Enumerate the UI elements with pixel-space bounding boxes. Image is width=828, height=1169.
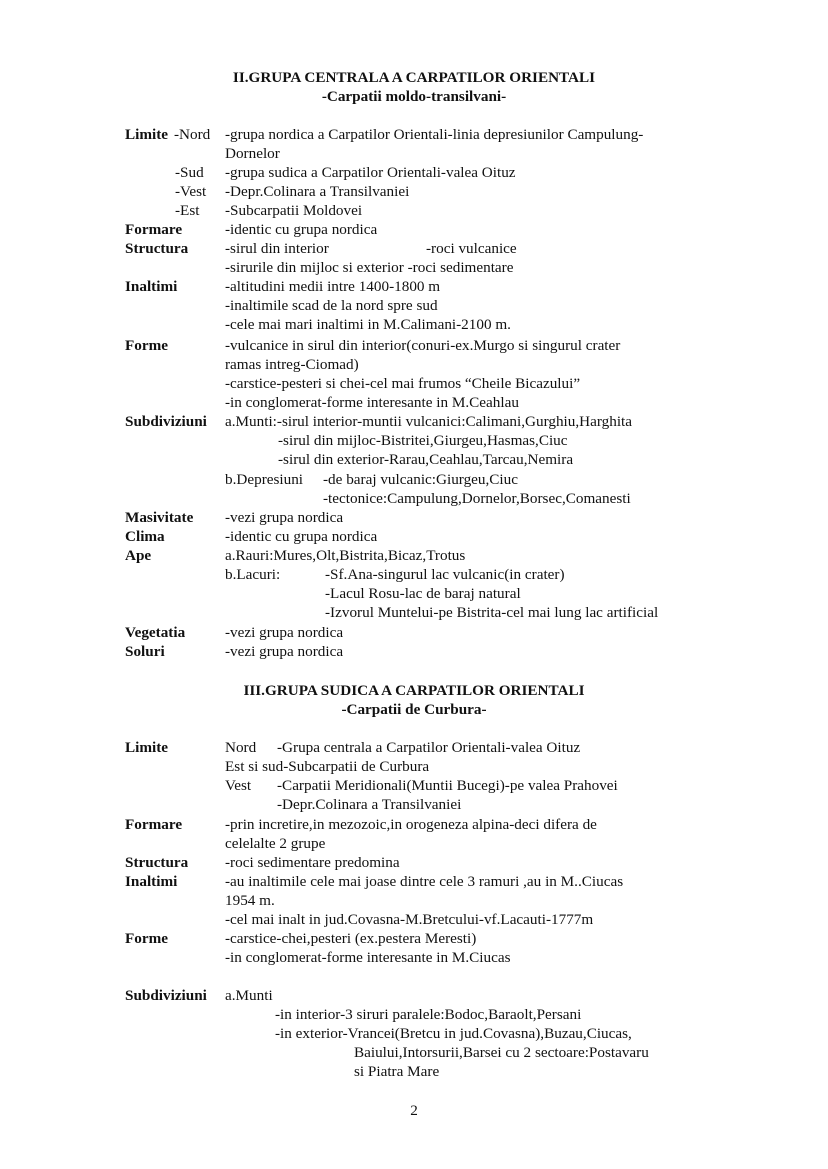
s2-forme-l3: -carstice-pesteri si chei-cel mai frumos “Cheile Bicazului”: [225, 375, 581, 392]
s2-ape-label: Ape: [125, 547, 152, 564]
s3-limite-vest-label: Vest: [225, 777, 252, 794]
s3-subdiviziuni-l4: Baiului,Intorsurii,Barsei cu 2 sectoare:Postavaru: [354, 1044, 649, 1061]
s2-inaltimi-l1: -altitudini medii intre 1400-1800 m: [225, 278, 441, 295]
s2-inaltimi-label: Inaltimi: [125, 278, 178, 295]
s3-limite-vest-2: -Depr.Colinara a Transilvaniei: [277, 796, 462, 813]
s2-limite-est: -Subcarpatii Moldovei: [225, 202, 363, 219]
s2-subdiviziuni-label: Subdiviziuni: [125, 413, 207, 430]
s2-limite-nord-label: -Nord: [174, 126, 211, 143]
s2-structura-r1a: -sirul din interior: [225, 240, 329, 257]
section3-title: III.GRUPA SUDICA A CARPATILOR ORIENTALI: [243, 682, 585, 699]
s3-subdiviziuni-l1: a.Munti: [225, 987, 273, 1004]
s3-forme-label: Forme: [125, 930, 169, 947]
page-number: 2: [410, 1102, 418, 1119]
s3-structura-label: Structura: [125, 854, 189, 871]
s2-soluri-label: Soluri: [125, 643, 165, 660]
s2-structura-label: Structura: [125, 240, 189, 257]
s2-limite-nord-2: Dornelor: [225, 145, 280, 162]
s2-subdiviziuni-l4a: b.Depresiuni: [225, 471, 304, 488]
s2-subdiviziuni-l4b: -de baraj vulcanic:Giurgeu,Ciuc: [323, 471, 518, 488]
s2-formare-label: Formare: [125, 221, 183, 238]
section3-subtitle: -Carpatii de Curbura-: [341, 701, 487, 718]
s3-limite-est-sud: Est si sud-Subcarpatii de Curbura: [225, 758, 430, 775]
s3-formare-l2: celelalte 2 grupe: [225, 835, 326, 852]
s2-limite-est-label: -Est: [175, 202, 200, 219]
s3-formare-l1: -prin incretire,in mezozoic,in orogeneza alpina-deci difera de: [225, 816, 597, 833]
s2-clima-label: Clima: [125, 528, 165, 545]
s2-forme-l4: -in conglomerat-forme interesante in M.Ceahlau: [225, 394, 519, 411]
s2-clima-text: -identic cu grupa nordica: [225, 528, 378, 545]
s3-limite-nord-label: Nord: [225, 739, 257, 756]
s2-masivitate-label: Masivitate: [125, 509, 194, 526]
s3-subdiviziuni-l3: -in exterior-Vrancei(Bretcu in jud.Covasna),Buzau,Ciucas,: [275, 1025, 632, 1042]
s2-forme-l2: ramas intreg-Ciomad): [225, 356, 359, 373]
s2-ape-l1: a.Rauri:Mures,Olt,Bistrita,Bicaz,Trotus: [225, 547, 466, 564]
s3-inaltimi-label: Inaltimi: [125, 873, 178, 890]
s2-limite-vest: -Depr.Colinara a Transilvaniei: [225, 183, 410, 200]
s2-limite-nord-1: -grupa nordica a Carpatilor Orientali-linia depresiunilor Campulung-: [225, 126, 644, 143]
s2-ape-l4: -Izvorul Muntelui-pe Bistrita-cel mai lung lac artificial: [325, 604, 659, 621]
s2-subdiviziuni-l5: -tectonice:Campulung,Dornelor,Borsec,Comanesti: [323, 490, 631, 507]
s2-formare-text: -identic cu grupa nordica: [225, 221, 378, 238]
s2-inaltimi-l2: -inaltimile scad de la nord spre sud: [225, 297, 438, 314]
s3-structura-text: -roci sedimentare predomina: [225, 854, 400, 871]
section2-title: II.GRUPA CENTRALA A CARPATILOR ORIENTALI: [232, 69, 596, 86]
s2-ape-l2b: -Sf.Ana-singurul lac vulcanic(in crater): [325, 566, 565, 583]
s2-limite-sud: -grupa sudica a Carpatilor Orientali-valea Oituz: [225, 164, 516, 181]
s3-forme-l1: -carstice-chei,pesteri (ex.pestera Meresti): [225, 930, 477, 947]
section2-subtitle: -Carpatii moldo-transilvani-: [321, 88, 507, 105]
s2-forme-l1: -vulcanice in sirul din interior(conuri-ex.Murgo si singurul crater: [225, 337, 621, 354]
s2-vegetatia-text: -vezi grupa nordica: [225, 624, 344, 641]
s3-inaltimi-l2: 1954 m.: [225, 892, 275, 909]
s3-inaltimi-l1: -au inaltimile cele mai joase dintre cele 3 ramuri ,au in M..Ciucas: [225, 873, 624, 890]
s2-limite-sud-label: -Sud: [175, 164, 204, 181]
s3-inaltimi-l3: -cel mai inalt in jud.Covasna-M.Bretcului-vf.Lacauti-1777m: [225, 911, 594, 928]
s2-ape-l2a: b.Lacuri:: [225, 566, 281, 583]
s3-subdiviziuni-l5: si Piatra Mare: [354, 1063, 440, 1080]
s2-soluri-text: -vezi grupa nordica: [225, 643, 344, 660]
s3-limite-label: Limite: [125, 739, 169, 756]
s3-subdiviziuni-label: Subdiviziuni: [125, 987, 207, 1004]
s2-forme-label: Forme: [125, 337, 169, 354]
s2-structura-r2: -sirurile din mijloc si exterior -roci sedimentare: [225, 259, 514, 276]
s3-subdiviziuni-l2: -in interior-3 siruri paralele:Bodoc,Baraolt,Persani: [275, 1006, 582, 1023]
s2-subdiviziuni-l2: -sirul din mijloc-Bistritei,Giurgeu,Hasmas,Ciuc: [278, 432, 568, 449]
s2-ape-l3: -Lacul Rosu-lac de baraj natural: [325, 585, 521, 602]
s2-limite-vest-label: -Vest: [175, 183, 207, 200]
s2-vegetatia-label: Vegetatia: [125, 624, 186, 641]
s3-forme-l2: -in conglomerat-forme interesante in M.Ciucas: [225, 949, 511, 966]
s2-structura-r1b: -roci vulcanice: [426, 240, 517, 257]
s3-formare-label: Formare: [125, 816, 183, 833]
s2-masivitate-text: -vezi grupa nordica: [225, 509, 344, 526]
s2-subdiviziuni-l1: a.Munti:-sirul interior-muntii vulcanici:Calimani,Gurghiu,Harghita: [225, 413, 633, 430]
s3-limite-nord: -Grupa centrala a Carpatilor Orientali-valea Oituz: [277, 739, 581, 756]
s3-limite-vest-1: -Carpatii Meridionali(Muntii Bucegi)-pe valea Prahovei: [277, 777, 618, 794]
s2-subdiviziuni-l3: -sirul din exterior-Rarau,Ceahlau,Tarcau,Nemira: [278, 451, 574, 468]
s2-inaltimi-l3: -cele mai mari inaltimi in M.Calimani-2100 m.: [225, 316, 511, 333]
s2-limite-label: Limite: [125, 126, 169, 143]
